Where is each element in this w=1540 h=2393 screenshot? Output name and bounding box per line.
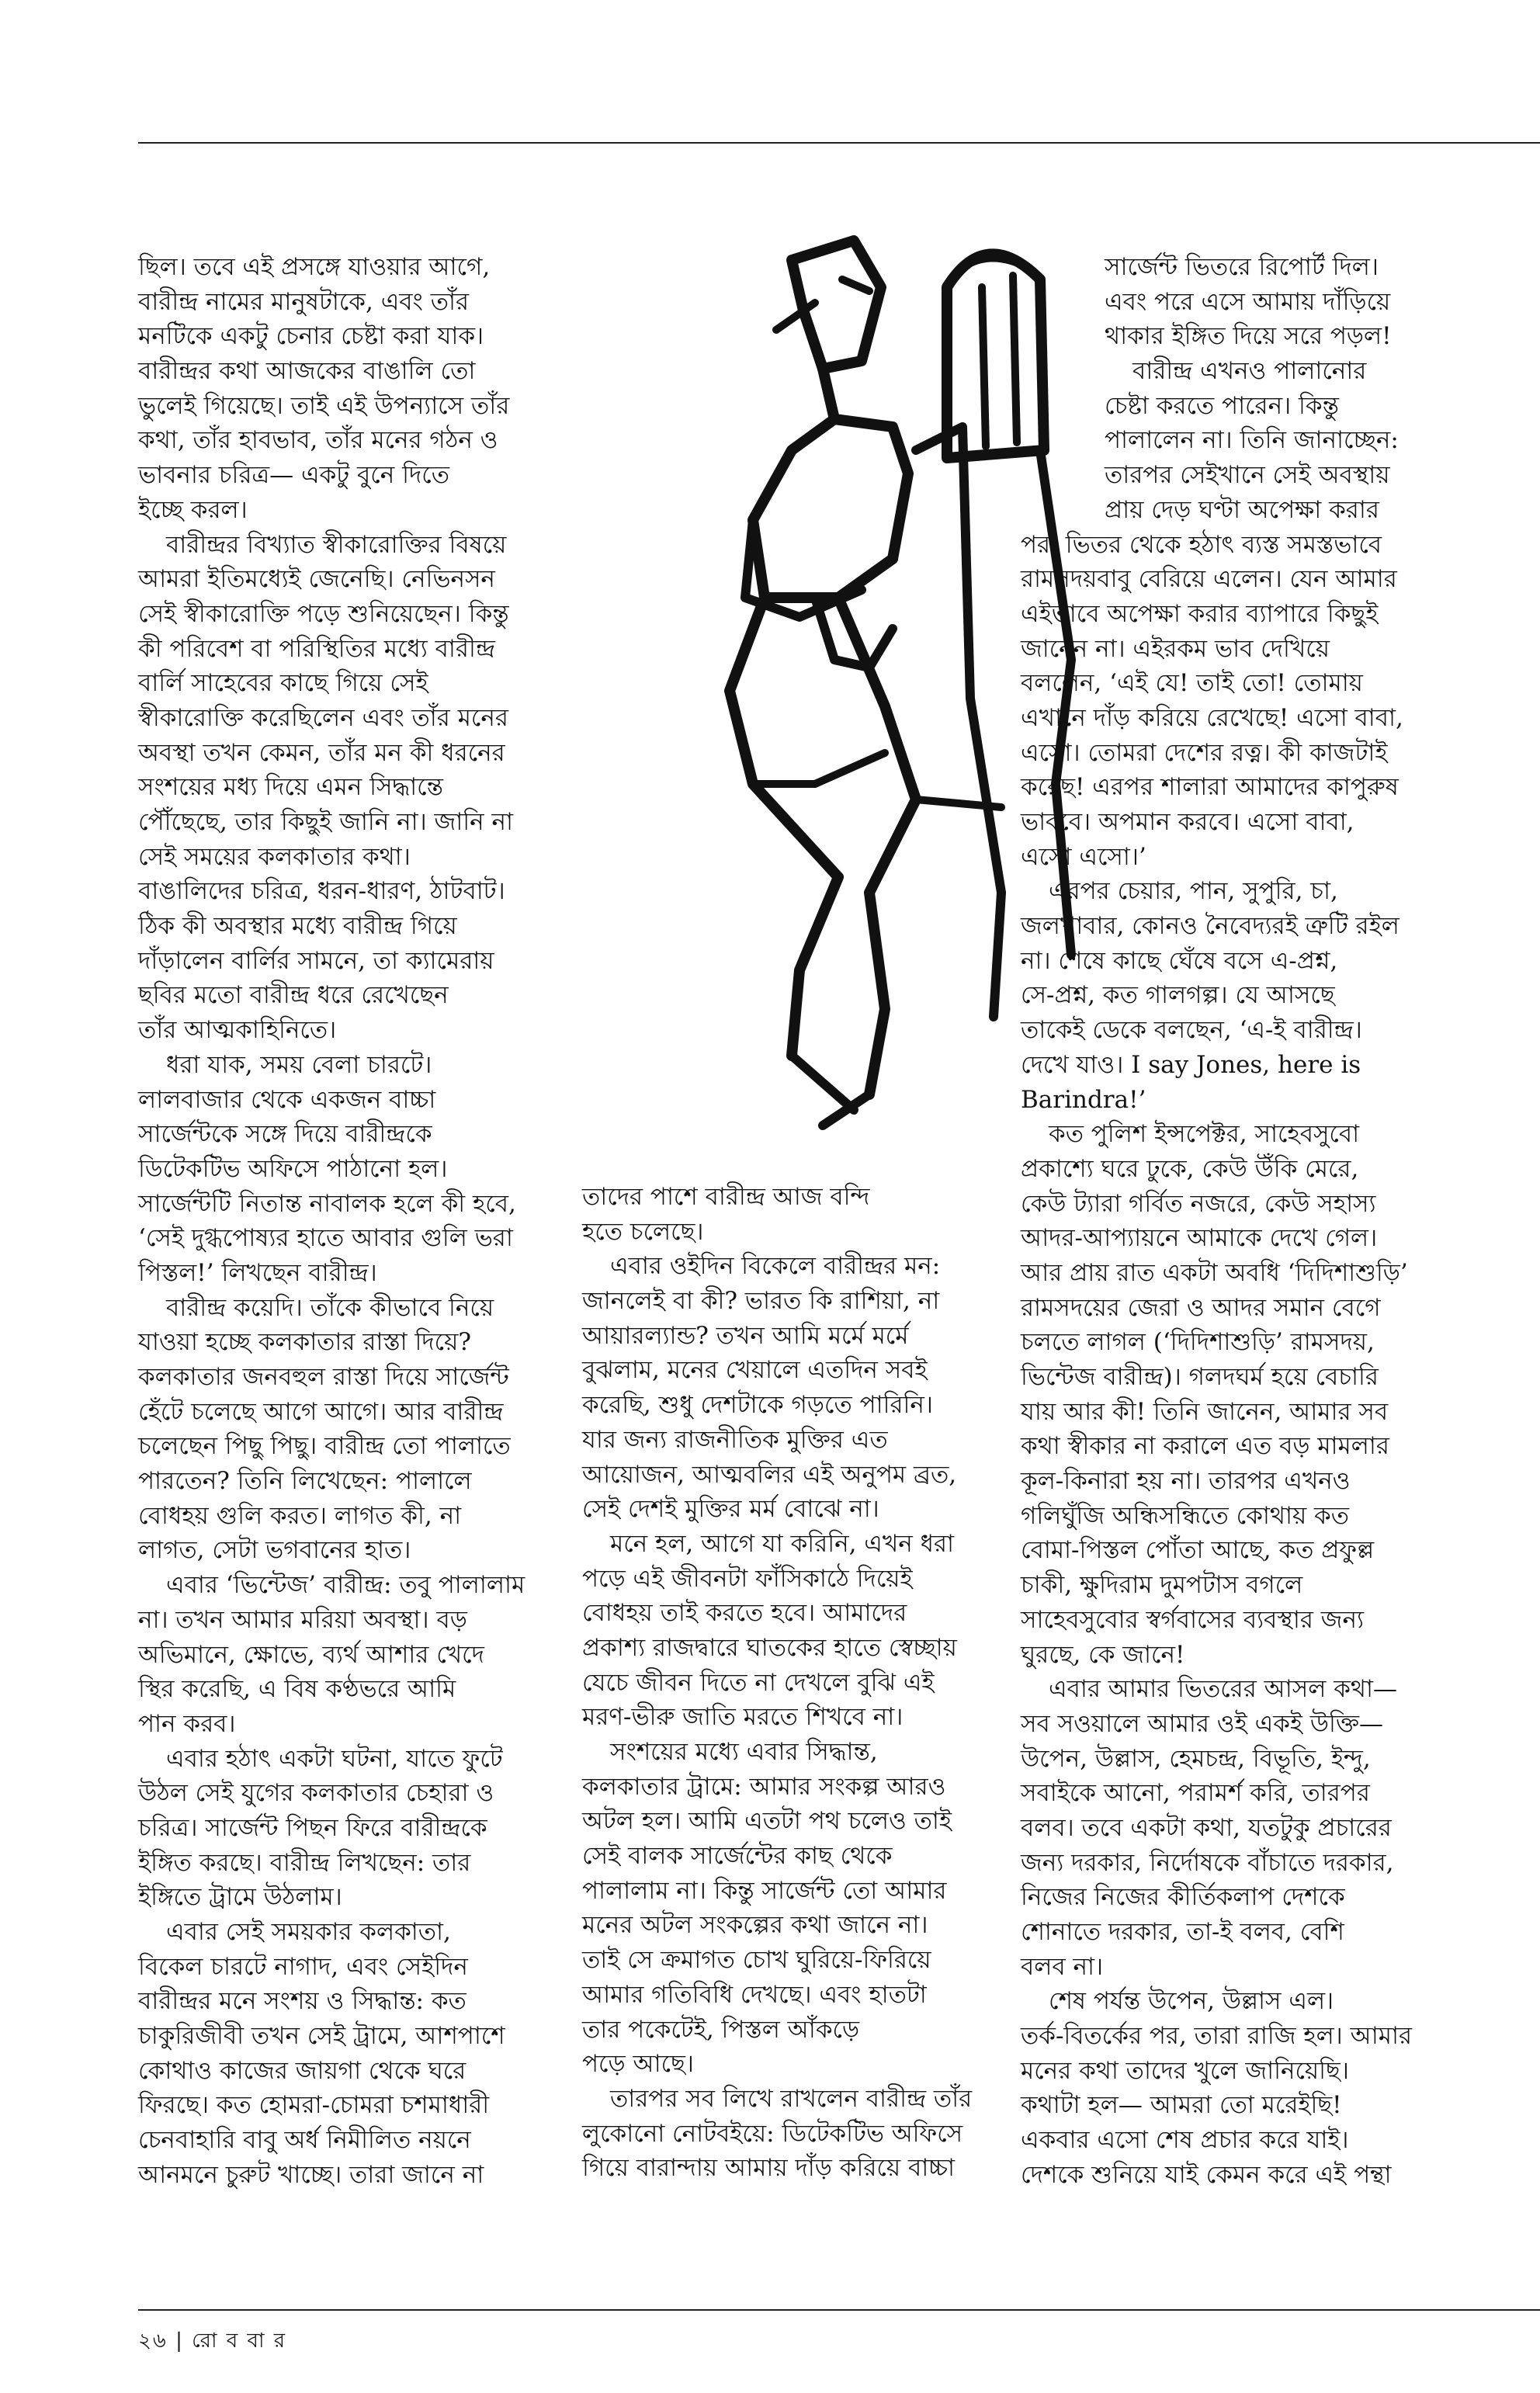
text-line: আমরা ইতিমধ্যেই জেনেছি। নেভিনসন [138, 565, 495, 594]
text-line: এখানে দাঁড় করিয়ে রেখেছে! এসো বাবা, [1021, 703, 1403, 732]
text-line: গিয়ে বারান্দায় আমায় দাঁড় করিয়ে বাচ্চা [582, 2154, 956, 2183]
text-line: অভিমানে, ক্ষোভে, ব্যর্থ আশার খেদে [138, 1640, 484, 1669]
text-line: সংশয়ের মধ্য দিয়ে এমন সিদ্ধান্তে [138, 773, 443, 802]
text-line: বোধহয় তাই করতে হবে। আমাদের [582, 1599, 907, 1628]
text-line: আমার গতিবিধি দেখছে। এবং হাতটা [582, 1980, 927, 2009]
text-line: স্থির করেছি, এ বিষ কণ্ঠভরে আমি [138, 1675, 456, 1704]
text-line: কথা, তাঁর হাবভাব, তাঁর মনের গঠন ও [138, 426, 498, 455]
text-line: যায় আর কী! তিনি জানেন, আমার সব [1021, 1397, 1389, 1426]
text-line: ‘সেই দুগ্ধপোষ্যর হাতে আবার গুলি ভরা [138, 1224, 513, 1253]
text-line: বার্লি সাহেবের কাছে গিয়ে সেই [138, 669, 428, 698]
text-line: সার্জেন্টকে সঙ্গে দিয়ে বারীন্দ্রকে [138, 1120, 432, 1149]
text-line: বারীন্দ্র নামের মানুষটাকে, এবং তাঁর [138, 287, 470, 316]
text-line: হতে চলেছে। [582, 1217, 704, 1246]
text-line: তাদের পাশে বারীন্দ্র আজ বন্দি [582, 1183, 870, 1211]
text-line: লাগত, সেটা ভগবানের হাত। [138, 1536, 411, 1565]
text-line: এসো এসো।’ [1021, 842, 1146, 871]
text-line: তাঁর আত্মকাহিনিতে। [138, 1016, 337, 1045]
text-line: পৌঁছেছে, তার কিছুই জানি না। জানি না [138, 808, 513, 836]
text-line: জানেন না। এইরকম ভাব দেখিয়ে [1021, 634, 1330, 663]
text-line: বুঝলাম, মনের খেয়ালে এতদিন সবই [582, 1356, 928, 1385]
footer-rule [138, 2309, 1540, 2311]
text-line: সব সওয়ালে আমার ওই একই উক্তি— [1021, 1709, 1383, 1738]
text-line: এসো। তোমরা দেশের রত্ন। কী কাজটাই [1021, 738, 1388, 767]
text-line: পড়ে এই জীবনটা ফাঁসিকাঠে দিয়েই [582, 1564, 913, 1593]
text-line: তার পকেটেই, পিস্তল আঁকড়ে [582, 2015, 860, 2044]
text-line: যেচে জীবন দিতে না দেখলে বুঝি এই [582, 1668, 935, 1697]
text-line: পালালাম না। কিন্তু সার্জেন্ট তো আমার [582, 1876, 947, 1905]
text-line: ডিটেকটিভ অফিসে পাঠানো হল। [138, 1154, 448, 1183]
text-line: বোমা-পিস্তল পোঁতা আছে, কত প্রফুল্ল [1021, 1536, 1375, 1565]
text-line: আয়োজন, আত্মবলির এই অনুপম ব্রত, [582, 1460, 957, 1489]
text-line: ভাবনার চরিত্র— একটু বুনে দিতে [138, 461, 449, 490]
text-line: আয়ারল্যান্ড? তখন আমি মর্মে মর্মে [582, 1321, 909, 1350]
text-line: তর্ক-বিতর্কের পর, তারা রাজি হল। আমার [1021, 2022, 1413, 2051]
text-line: শোনাতে দরকার, তা-ই বলব, বেশি [1021, 1918, 1344, 1946]
text-line: ভিন্টেজ বারীন্দ্র)। গলদঘর্ম হয়ে বেচারি [1021, 1363, 1379, 1391]
text-line: চলেছেন পিছু পিছু। বারীন্দ্র তো পালাতে [138, 1432, 511, 1461]
text-line: হেঁটে চলেছে আগে আগে। আর বারীন্দ্র [138, 1397, 504, 1426]
text-line: স্বীকারোক্তি করেছিলেন এবং তাঁর মনের [138, 703, 508, 732]
text-line: বারীন্দ্র এখনও পালানোর [1132, 357, 1367, 386]
text-line: কথাটা হল— আমরা তো মরেইছি! [1021, 2091, 1342, 2120]
text-line: চলতে লাগল (‘দিদিশাশুড়ি’ রামসদয়, [1021, 1328, 1375, 1357]
text-line: সে-প্রশ্ন, কত গালগল্প। যে আসছে [1021, 981, 1335, 1010]
text-line: জন্য দরকার, নির্দোষকে বাঁচাতে দরকার, [1021, 1848, 1394, 1877]
text-line: পান করব। [138, 1709, 236, 1738]
text-line: জলখাবার, কোনও নৈবেদ্যরই ত্রুটি রইল [1021, 912, 1400, 941]
text-line: দাঁড়ালেন বার্লির সামনে, তা ক্যামেরায় [138, 946, 494, 975]
text-line: বারীন্দ্র কয়েদি। তাঁকে কীভাবে নিয়ে [166, 1293, 494, 1322]
text-line: সংশয়ের মধ্যে এবার সিদ্ধান্ত, [610, 1738, 878, 1766]
text-line: যার জন্য রাজনীতিক মুক্তির এত [582, 1425, 888, 1454]
text-line: এইভাবে অপেক্ষা করার ব্যাপারে কিছুই [1021, 599, 1379, 628]
text-line: কলকাতার ট্রামে: আমার সংকল্প আরও [582, 1772, 946, 1801]
text-line: না। তখন আমার মরিয়া অবস্থা। বড় [138, 1605, 467, 1634]
text-line: বারীন্দ্রর বিখ্যাত স্বীকারোক্তির বিষয়ে [166, 530, 507, 559]
text-line: ধরা যাক, সময় বেলা চারটে। [166, 1050, 432, 1079]
text-line: কলকাতার জনবহুল রাস্তা দিয়ে সার্জেন্ট [138, 1363, 509, 1391]
text-line: পর, ভিতর থেকে হঠাৎ ব্যস্ত সমস্তভাবে [1021, 530, 1382, 559]
text-line: আদর-আপ্যায়নে আমাকে দেখে গেল। [1021, 1224, 1378, 1253]
text-line: বারীন্দ্রর মনে সংশয় ও সিদ্ধান্ত: কত [138, 1987, 467, 2016]
text-line: বলব না। [1021, 1952, 1104, 1981]
text-line: তাকেই ডেকে বলছেন, ‘এ-ই বারীন্দ্র। [1021, 1016, 1362, 1045]
text-line: নিজের নিজের কীর্তিকলাপ দেশকে [1021, 1883, 1345, 1912]
text-line: জানলেই বা কী? ভারত কি রাশিয়া, না [582, 1287, 940, 1316]
text-line: প্রকাশ্য রাজদ্বারে ঘাতকের হাতে স্বেচ্ছায় [582, 1633, 957, 1662]
text-line: সেই দেশই মুক্তির মর্ম বোঝে না। [582, 1495, 879, 1524]
text-line: ইঙ্গিতে ট্রামে উঠলাম। [138, 1883, 342, 1912]
text-line: বাঙালিদের চরিত্র, ধরন-ধারণ, ঠাটবাট। [138, 877, 505, 906]
text-line: চরিত্র। সার্জেন্ট পিছন ফিরে বারীন্দ্রকে [138, 1813, 487, 1842]
ink-sketch-seated-man-icon [636, 194, 1133, 1157]
text-line: কেউ ট্যারা গর্বিত নজরে, কেউ সহাস্য [1021, 1189, 1376, 1218]
text-column-middle [582, 1180, 1001, 2186]
text-line: বলব। তবে একটা কথা, যতটুকু প্রচারের [1021, 1813, 1392, 1842]
text-line: ইঙ্গিত করছে। বারীন্দ্র লিখছেন: তার [138, 1848, 471, 1877]
text-line: মনে হল, আগে যা করিনি, এখন ধরা [610, 1529, 955, 1558]
text-line: পড়ে আছে। [582, 2050, 694, 2079]
text-line: তারপর সব লিখে রাখলেন বারীন্দ্র তাঁর [610, 2084, 973, 2113]
text-line: তাই সে ক্রমাগত চোখ ঘুরিয়ে-ফিরিয়ে [582, 1946, 931, 1975]
text-line: ইচ্ছে করল। [138, 495, 248, 524]
text-line: সার্জেন্টটি নিতান্ত নাবালক হলে কী হবে, [138, 1189, 516, 1218]
text-line: এবং পরে এসে আমায় দাঁড়িয়ে [1105, 287, 1391, 316]
text-line: উপেন, উল্লাস, হেমচন্দ্র, বিভূতি, ইন্দু, [1021, 1744, 1371, 1773]
text-line: এবার আমার ভিতরের আসল কথা— [1049, 1675, 1397, 1704]
text-line: বললেন, ‘এই যে! তাই তো! তোমায় [1021, 669, 1363, 698]
text-line: অবস্থা তখন কেমন, তাঁর মন কী ধরনের [138, 738, 505, 767]
text-line: আর প্রায় রাত একটা অবধি ‘দিদিশাশুড়ি’ [1021, 1258, 1408, 1287]
text-line: সবাইকে আনো, পরামর্শ করি, তারপর [1021, 1779, 1370, 1808]
text-line: ছিল। তবে এই প্রসঙ্গে যাওয়ার আগে, [138, 253, 491, 281]
text-line: উঠল সেই যুগের কলকাতার চেহারা ও [138, 1779, 494, 1808]
text-line: যাওয়া হচ্ছে কলকাতার রাস্তা দিয়ে? [138, 1328, 472, 1357]
text-line: প্রকাশ্যে ঘরে ঢুকে, কেউ উঁকি মেরে, [1021, 1154, 1359, 1183]
text-line: পিস্তল!’ লিখছেন বারীন্দ্র। [138, 1258, 377, 1287]
text-line: ভাববে। অপমান করবে। এসো বাবা, [1021, 808, 1354, 836]
text-line: সার্জেন্ট ভিতরে রিপোর্ট দিল। [1105, 253, 1379, 281]
text-line: ভুলেই গিয়েছে। তাই এই উপন্যাসে তাঁর [138, 391, 510, 420]
text-line: মরণ-ভীরু জাতি মরতে শিখবে না। [582, 1703, 904, 1732]
text-line: সাহেবসুবোর স্বর্গবাসের ব্যবস্থার জন্য [1021, 1605, 1364, 1634]
text-line: এবার সেই সময়কার কলকাতা, [166, 1918, 451, 1946]
text-line: কূল-কিনারা হয় না। তারপর এখনও [1021, 1467, 1351, 1496]
text-line: রামসদয়বাবু বেরিয়ে এলেন। যেন আমার [1021, 565, 1397, 594]
text-line: থাকার ইঙ্গিত দিয়ে সরে পড়ল! [1105, 322, 1392, 351]
text-line: পালালেন না। তিনি জানাচ্ছেন: [1105, 426, 1399, 455]
text-line: প্রায় দেড় ঘণ্টা অপেক্ষা করার [1105, 495, 1379, 524]
text-column-left [138, 250, 573, 2193]
text-line: ঘুরছে, কে জানে! [1021, 1640, 1185, 1669]
text-line: তারপর সেইখানে সেই অবস্থায় [1105, 461, 1390, 490]
text-line: পারতেন? তিনি লিখেছেন: পালালে [138, 1467, 472, 1496]
text-line: এবার ওইদিন বিকেলে বারীন্দ্রর মন: [610, 1252, 941, 1281]
text-line: দেশকে শুনিয়ে যাই কেমন করে এই পন্থা [1021, 2160, 1392, 2189]
text-line: বোধহয় গুলি করত। লাগত কী, না [138, 1501, 462, 1530]
text-line: কথা স্বীকার না করালে এত বড় মামলার [1021, 1432, 1389, 1461]
text-line: মনের অটল সংকল্পের কথা জানে না। [582, 1911, 928, 1940]
text-line: সেই বালক সার্জেন্টের কাছ থেকে [582, 1842, 893, 1871]
text-line: বারীন্দ্রর কথা আজকের বাঙালি তো [138, 357, 476, 386]
text-line: চাকুরিজীবী তখন সেই ট্রামে, আশপাশে [138, 2022, 505, 2051]
text-line: বিকেল চারটে নাগাদ, এবং সেইদিন [138, 1952, 468, 1981]
text-line: লালবাজার থেকে একজন বাচ্চা [138, 1085, 436, 1114]
text-line: এরপর চেয়ার, পান, সুপুরি, চা, [1049, 877, 1338, 906]
text-line: মনটিকে একটু চেনার চেষ্টা করা যাক। [138, 322, 484, 351]
text-line: কত পুলিশ ইন্সপেক্টর, সাহেবসুবো [1049, 1120, 1360, 1149]
text-line: রামসদয়ের জেরা ও আদর সমান বেগে [1021, 1293, 1381, 1322]
text-line: এবার ‘ভিন্টেজ’ বারীন্দ্র: তবু পালালাম [166, 1571, 525, 1600]
text-line: Barindra!’ [1021, 1085, 1146, 1114]
text-line: একবার এসো শেষ প্রচার করে যাই। [1021, 2126, 1349, 2155]
text-line: চেনবাহারি বাবু অর্ধ নিমীলিত নয়নে [138, 2126, 471, 2155]
text-line: মনের কথা তাদের খুলে জানিয়েছি। [1021, 2056, 1349, 2085]
text-line: ঠিক কী অবস্থার মধ্যে বারীন্দ্র গিয়ে [138, 912, 457, 941]
text-line: ফিরছে। কত হোমরা-চোমরা চশমাধারী [138, 2091, 490, 2120]
text-line: অটল হল। আমি এতটা পথ চলেও তাই [582, 1807, 952, 1836]
page-folio: ২৬ | রো ব বা র [138, 2329, 287, 2353]
text-line: করেছি, শুধু দেশটাকে গড়তে পারিনি। [582, 1391, 933, 1420]
text-line: এবার হঠাৎ একটা ঘটনা, যাতে ফুটে [166, 1744, 503, 1773]
text-line: ছবির মতো বারীন্দ্র ধরে রেখেছেন [138, 981, 449, 1010]
text-line: কী পরিবেশ বা পরিস্থিতির মধ্যে বারীন্দ্র [138, 634, 495, 663]
text-line: কোথাও কাজের জায়গা থেকে ঘরে [138, 2056, 467, 2085]
text-line: সেই স্বীকারোক্তি পড়ে শুনিয়েছেন। কিন্তু [138, 599, 509, 628]
text-line: চাকী, ক্ষুদিরাম দুমপটাস বগলে [1021, 1571, 1303, 1600]
text-line: না। শেষে কাছে ঘেঁষে বসে এ-প্রশ্ন, [1021, 946, 1338, 975]
text-line: চেষ্টা করতে পারেন। কিন্তু [1105, 391, 1339, 420]
text-line: করেছ! এরপর শালারা আমাদের কাপুরুষ [1021, 773, 1399, 802]
text-line: গলিঘুঁজি অন্ধিসন্ধিতে কোথায় কত [1021, 1501, 1350, 1530]
text-line: আনমনে চুরুট খাচ্ছে। তারা জানে না [138, 2160, 484, 2189]
text-line: শেষ পর্যন্ত উপেন, উল্লাস এল। [1049, 1987, 1334, 2016]
text-line: লুকোনো নোটবইয়ে: ডিটেকটিভ অফিসে [582, 2119, 963, 2148]
header-rule [138, 142, 1540, 144]
text-line: দেখে যাও। I say Jones, here is [1021, 1050, 1361, 1079]
text-line: সেই সময়ের কলকাতার কথা। [138, 842, 411, 871]
